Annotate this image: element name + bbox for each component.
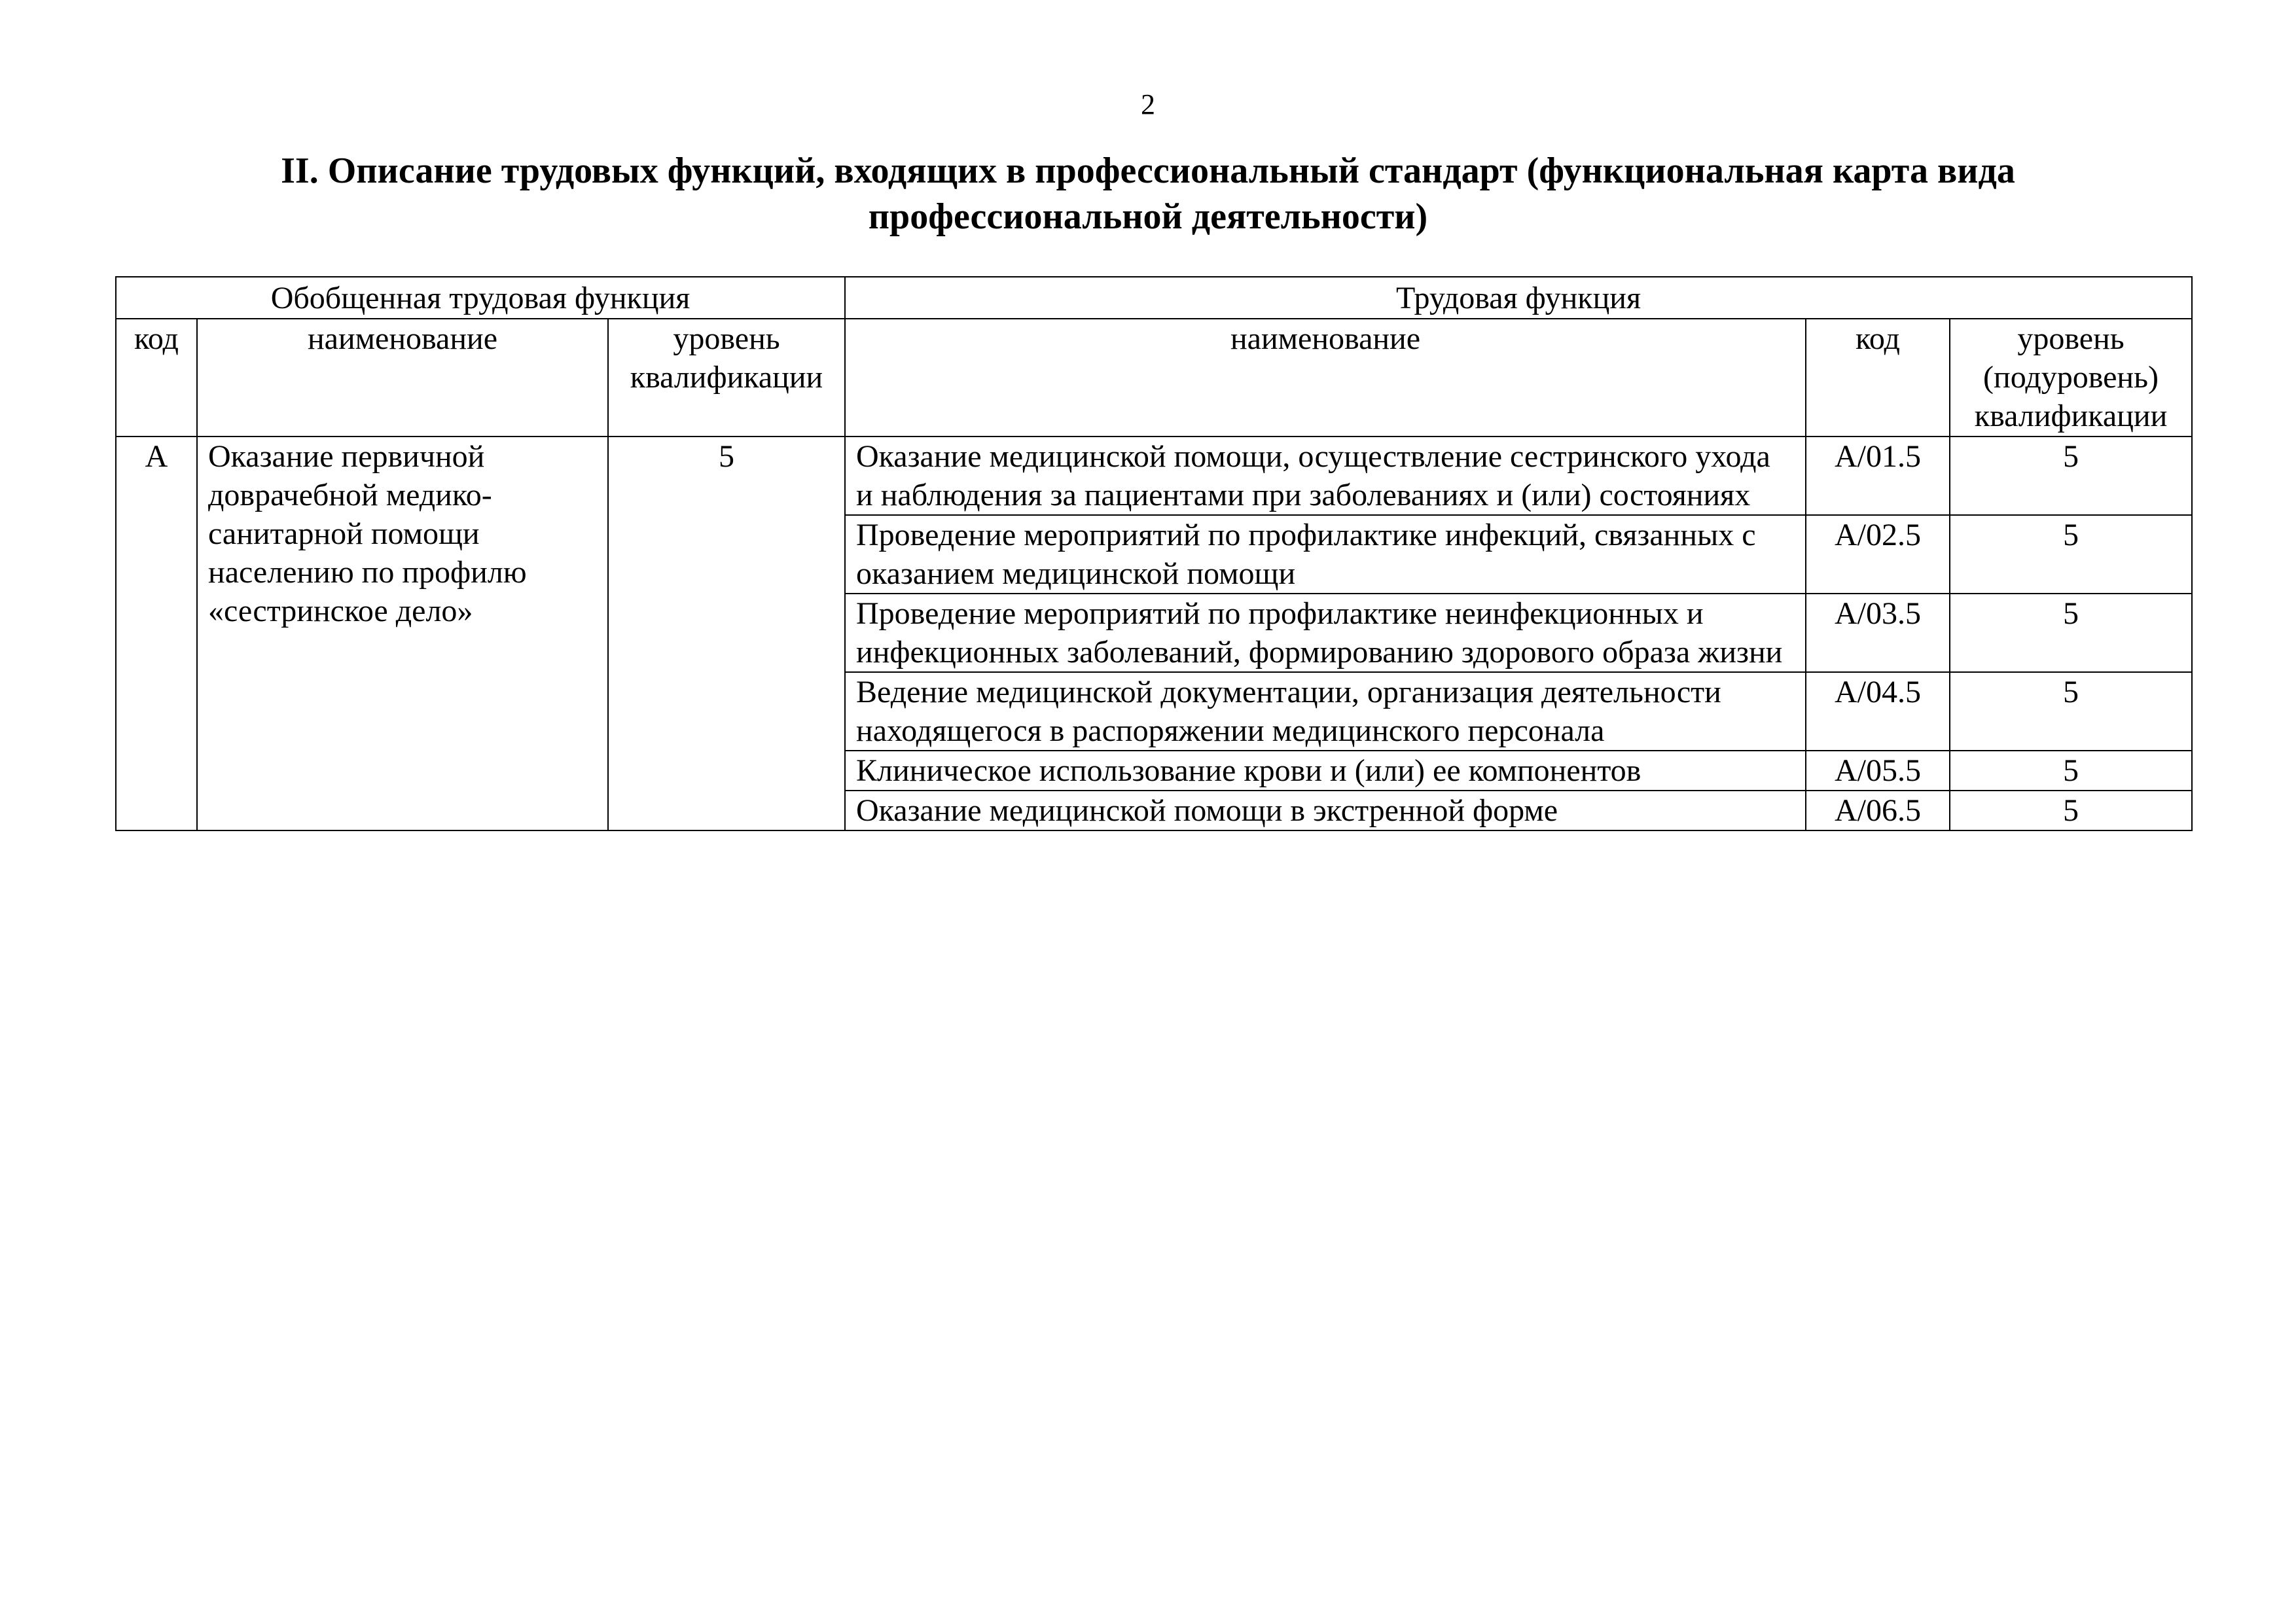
function-code-cell: А/01.5 xyxy=(1806,437,1950,515)
generalized-name-cell: Оказание первичной доврачебной медико-санитарной помощи населению по профилю «сестринское дело» xyxy=(197,437,608,830)
function-name-cell: Клиническое использование крови и (или) ее компонентов xyxy=(845,751,1806,791)
function-name-cell: Оказание медицинской помощи в экстренной форме xyxy=(845,791,1806,830)
function-code-cell: А/02.5 xyxy=(1806,515,1950,594)
function-name-cell: Проведение мероприятий по профилактике неинфекционных и инфекционных заболеваний, формированию здорового образа жизни xyxy=(845,594,1806,672)
function-level-cell: 5 xyxy=(1950,751,2192,791)
gen-level-header: уровень квалификации xyxy=(608,319,845,437)
fn-code-header: код xyxy=(1806,319,1950,437)
group-header-row xyxy=(116,277,2192,319)
function-code-cell: А/04.5 xyxy=(1806,672,1950,751)
function-code-cell: А/06.5 xyxy=(1806,791,1950,830)
generalized-code-cell: А xyxy=(116,437,197,830)
generalized-function-header: Обобщенная трудовая функция xyxy=(116,277,845,319)
page-number: 2 xyxy=(1141,88,1155,120)
function-level-cell: 5 xyxy=(1950,515,2192,594)
function-level-cell: 5 xyxy=(1950,437,2192,515)
fn-name-header: наименование xyxy=(845,319,1806,437)
function-name-cell: Оказание медицинской помощи, осуществление сестринского ухода и наблюдения за пациентами при заболеваниях и (или) состояниях xyxy=(845,437,1806,515)
fn-level-header: уровень (подуровень) квалификации xyxy=(1950,319,2192,437)
functional-map-table xyxy=(115,276,2193,831)
labor-function-header: Трудовая функция xyxy=(845,277,2192,319)
function-level-cell: 5 xyxy=(1950,672,2192,751)
generalized-level-cell: 5 xyxy=(608,437,845,830)
column-header-row xyxy=(116,319,2192,437)
function-name-cell: Проведение мероприятий по профилактике инфекций, связанных с оказанием медицинской помощи xyxy=(845,515,1806,594)
gen-code-header: код xyxy=(116,319,197,437)
function-code-cell: А/03.5 xyxy=(1806,594,1950,672)
table-row xyxy=(116,437,2192,515)
gen-name-header: наименование xyxy=(197,319,608,437)
function-code-cell: А/05.5 xyxy=(1806,751,1950,791)
section-title: II. Описание трудовых функций, входящих в профессиональный стандарт (функциональная карта вида профессиональной деятельности) xyxy=(281,151,2015,237)
function-level-cell: 5 xyxy=(1950,791,2192,830)
function-level-cell: 5 xyxy=(1950,594,2192,672)
function-name-cell: Ведение медицинской документации, организация деятельности находящегося в распоряжении медицинского персонала xyxy=(845,672,1806,751)
